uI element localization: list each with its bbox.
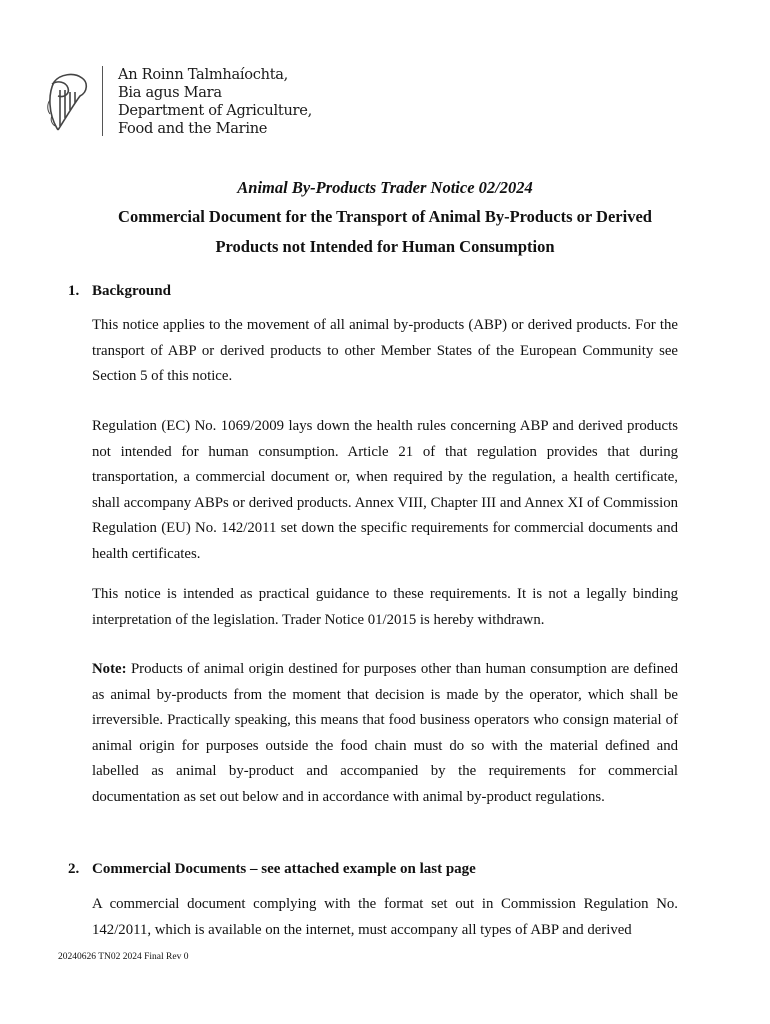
document-title-line2: Products not Intended for Human Consumption (215, 237, 555, 256)
logo-line: An Roinn Talmhaíochta, (118, 66, 288, 83)
section-heading-commercial-documents (68, 861, 476, 878)
logo-line: Food and the Marine (118, 120, 268, 137)
harp-emblem-icon (44, 70, 92, 136)
section-number: 2. (68, 861, 80, 877)
document-title-line1: Commercial Document for the Transport of Animal By-Products or Derived (118, 207, 652, 226)
section-title: Commercial Documents – see attached example on last page (92, 861, 476, 877)
logo-line: Department of Agriculture, (118, 102, 312, 119)
paragraph: Regulation (EC) No. 1069/2009 lays down the health rules concerning ABP and derived products not intended for human consumption. Article 21 of that regulation provides that during transportation, a commercial document or, when required by the regulation, a health certificate, shall accompany ABPs or derived products. Annex VIII, Chapter III and Annex XI of Commission Regulation (EU) No. 142/2011 set down the specific requirements for commercial documents and health certificates. (92, 418, 678, 562)
paragraph: This notice applies to the movement of all animal by-products (ABP) or derived products. For the transport of ABP or derived products to other Member States of the European Community see Section 5 of this notice. (92, 317, 678, 384)
notice-title: Animal By-Products Trader Notice 02/2024 (237, 178, 533, 197)
note-label: Note: (92, 661, 127, 677)
note-text: Products of animal origin destined for purposes other than human consumption are defined as animal by-products from the moment that decision is made by the operator, which shall be irreversible. Practically speaking, this means that food business operators who consign material of animal origin for purposes outside the food chain must do so with the material defined and labelled as animal by-product and accompanied by the requirements for commercial documentation as set out below and in accordance with animal by-product regulations. (92, 661, 678, 805)
section-heading-background (68, 283, 171, 300)
department-logo (44, 66, 314, 138)
paragraph: A commercial document complying with the format set out in Commission Regulation No. 142/2011, which is available on the internet, must accompany all types of ABP and derived (92, 896, 678, 938)
department-name (118, 66, 312, 138)
paragraph: This notice is intended as practical guidance to these requirements. It is not a legally binding interpretation of the legislation. Trader Notice 01/2015 is hereby withdrawn. (92, 586, 678, 628)
section-title: Background (92, 283, 171, 299)
logo-line: Bia agus Mara (118, 84, 222, 101)
logo-divider (102, 66, 103, 136)
note-paragraph (92, 657, 678, 810)
section-number: 1. (68, 283, 80, 299)
footer-reference: 20240626 TN02 2024 Final Rev 0 (58, 952, 189, 962)
